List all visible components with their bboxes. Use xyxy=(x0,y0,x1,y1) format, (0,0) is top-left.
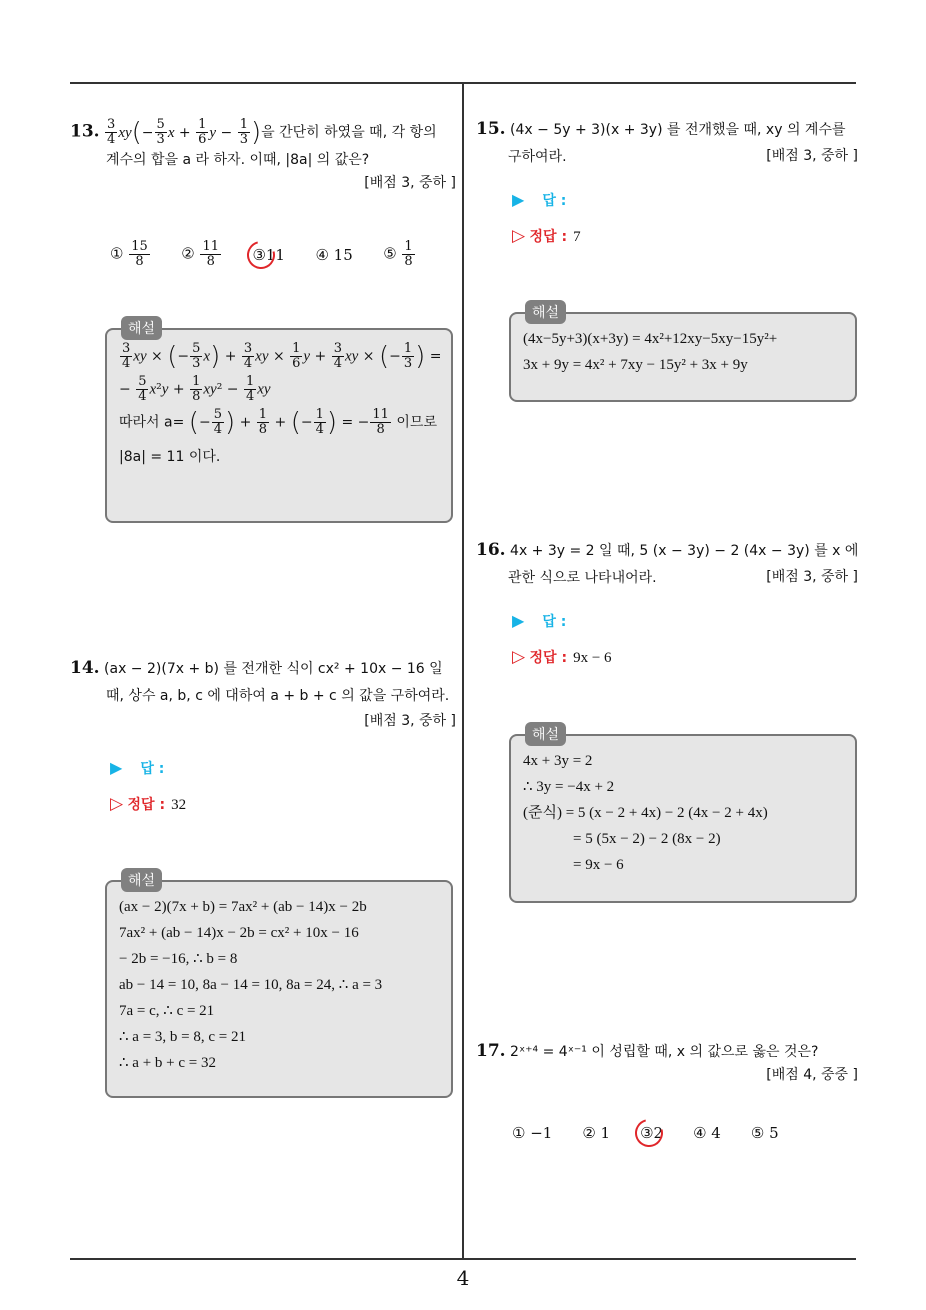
q17-meta: [배점 4, 중중 ] xyxy=(766,1067,858,1083)
correct-triangle-icon: ▷ xyxy=(110,794,124,814)
q16-solution-box xyxy=(509,727,857,903)
q14-solution-box xyxy=(105,873,453,1098)
q15-solution-box xyxy=(509,305,857,402)
question-number: 14. xyxy=(70,658,100,678)
q15-solution-line: 3x + 9y = 4x² + 7xy − 15y² + 3x + 9y xyxy=(523,357,748,373)
choice-3[interactable]: ③ 11 xyxy=(252,246,285,264)
question-number: 13. xyxy=(70,121,100,142)
q14-line1: (ax − 2)(7x + b) 를 전개한 식이 cx² + 10x − 16 일 xyxy=(104,661,443,677)
q16-solution-line: 4x + 3y = 2 xyxy=(523,753,593,769)
q16-solution-line: ∴ 3y = −4x + 2 xyxy=(523,779,615,795)
q14-solution-line: ∴ a + b + c = 32 xyxy=(119,1055,216,1071)
selected-mark-icon xyxy=(630,1114,668,1152)
choice-4[interactable]: ④ 4 xyxy=(693,1124,721,1142)
solution-tab: 해설 xyxy=(525,722,566,746)
q17-line1: 2ˣ⁺⁴ = 4ˣ⁻¹ 이 성립할 때, x 의 값으로 옳은 것은? xyxy=(510,1044,819,1060)
q14-answer: ▶ 답 : xyxy=(110,758,165,777)
question-number: 15. xyxy=(476,119,506,139)
choice-3[interactable]: ③ 2 xyxy=(640,1124,663,1142)
question-15 xyxy=(476,116,858,165)
q13-solution-line4: |8a| = 11 이다. xyxy=(119,449,221,465)
question-number: 17. xyxy=(476,1041,506,1061)
column-divider xyxy=(462,82,464,1258)
q14-line2: 때, 상수 a, b, c 에 대하여 a + b + c 의 값을 구하여라. xyxy=(106,688,450,704)
selected-mark-icon xyxy=(242,235,280,273)
choice-4[interactable]: ④ 15 xyxy=(315,245,353,264)
q17-choices xyxy=(512,1124,852,1142)
choice-5[interactable]: ⑤ 5 xyxy=(750,1124,779,1142)
q15-correct: ▷ 정답 : 7 xyxy=(512,226,581,246)
question-14 xyxy=(70,655,456,730)
choice-2[interactable]: ② $\frac{11}{8}$ xyxy=(181,239,219,269)
q16-line1: 4x + 3y = 2 일 때, 5 (x − 3y) − 2 (4x − 3y) 를 x 에 xyxy=(510,543,859,559)
q14-correct: ▷ 정답 : 32 xyxy=(110,794,187,814)
q14-solution-line: − 2b = −16, ∴ b = 8 xyxy=(119,951,238,967)
answer-triangle-icon: ▶ xyxy=(512,190,525,209)
q13-choices xyxy=(110,240,460,269)
correct-triangle-icon: ▷ xyxy=(512,226,526,246)
q14-solution-line: (ax − 2)(7x + b) = 7ax² + (ab − 14)x − 2b xyxy=(119,899,367,915)
q13-solution-box xyxy=(105,321,453,523)
question-13: 13. $\frac{3}{4}$ xy(− $\frac{5}{3}$ x + $\frac{1}{6}$ y − $\frac{1}{3}$ )을 간단히 하였을 때, 각 항의 계수의 합을 a 라 하자. 이때, |8a| 의 값은? [배점 3, 중하 ] xyxy=(70,117,456,191)
q14-solution-line: 7ax² + (ab − 14)x − 2b = cx² + 10x − 16 xyxy=(119,925,359,941)
q13-solution-line1: $\frac{3}{4}$ xy × (− $\frac{5}{3}$ x) + $\frac{3}{4}$ xy × $\frac{1}{6}$ y + $\frac{3}{4}$ xy × (− $\frac{1}{3}$ ) = xyxy=(122,341,442,372)
q13-solution-line2: − $\frac{5}{4}$ x²y + $\frac{1}{8}$ xy² − $\frac{1}{4}$ xy xyxy=(119,374,271,404)
solution-tab: 해설 xyxy=(121,868,162,892)
choice-5[interactable]: ⑤ $\frac{1}{8}$ xyxy=(383,239,413,269)
q14-solution-line: ab − 14 = 10, 8a − 14 = 10, 8a = 24, ∴ a = 3 xyxy=(119,977,383,993)
q16-line2: 관한 식으로 나타내어라. xyxy=(508,570,657,586)
choice-1[interactable]: ① $\frac{15}{8}$ xyxy=(110,239,148,269)
q15-meta: [배점 3, 중하 ] xyxy=(766,148,858,164)
q13-meta: [배점 3, 중하 ] xyxy=(364,175,456,191)
q16-correct: ▷ 정답 : 9x − 6 xyxy=(512,647,612,667)
q14-solution-line: ∴ a = 3, b = 8, c = 21 xyxy=(119,1029,246,1045)
q15-line2: 구하여라. xyxy=(508,149,567,165)
solution-tab: 해설 xyxy=(525,300,566,324)
q16-solution-line: (준식) = 5 (x − 2 + 4x) − 2 (4x − 2 + 4x) xyxy=(523,805,768,821)
question-number: 16. xyxy=(476,540,506,560)
q14-solution-line: 7a = c, ∴ c = 21 xyxy=(119,1003,215,1019)
q14-meta: [배점 3, 중하 ] xyxy=(364,713,456,729)
q15-answer: ▶ 답 : xyxy=(512,190,567,209)
page-number: 4 xyxy=(456,1266,470,1290)
q16-solution-line: = 5 (5x − 2) − 2 (8x − 2) xyxy=(573,831,721,847)
answer-triangle-icon: ▶ xyxy=(512,611,525,630)
q13-solution-line3: 따라서 a= (− $\frac{5}{4}$ ) + $\frac{1}{8}$ + (− $\frac{1}{4}$ ) = − $\frac{11}{8}$ 이므로 xyxy=(119,407,437,438)
q15-line1: (4x − 5y + 3)(x + 3y) 를 전개했을 때, xy 의 계수를 xyxy=(510,122,846,138)
correct-triangle-icon: ▷ xyxy=(512,647,526,667)
question-17 xyxy=(476,1038,858,1084)
q13-expression: $\frac{3}{4}$ xy(− $\frac{5}{3}$ x + $\frac{1}{6}$ y − $\frac{1}{3}$ ) xyxy=(107,117,262,147)
solution-tab: 해설 xyxy=(121,316,162,340)
q16-answer: ▶ 답 : xyxy=(512,611,567,630)
choice-2[interactable]: ② 1 xyxy=(582,1124,611,1142)
q16-solution-line: = 9x − 6 xyxy=(573,857,624,873)
q16-meta: [배점 3, 중하 ] xyxy=(766,569,858,585)
answer-triangle-icon: ▶ xyxy=(110,758,123,777)
q13-line2: 계수의 합을 a 라 하자. 이때, |8a| 의 값은? xyxy=(106,152,370,168)
question-16 xyxy=(476,537,858,586)
choice-1[interactable]: ① −1 xyxy=(512,1124,553,1142)
bottom-rule xyxy=(70,1258,856,1260)
q15-solution-line: (4x−5y+3)(x+3y) = 4x²+12xy−5xy−15y²+ xyxy=(523,331,778,347)
